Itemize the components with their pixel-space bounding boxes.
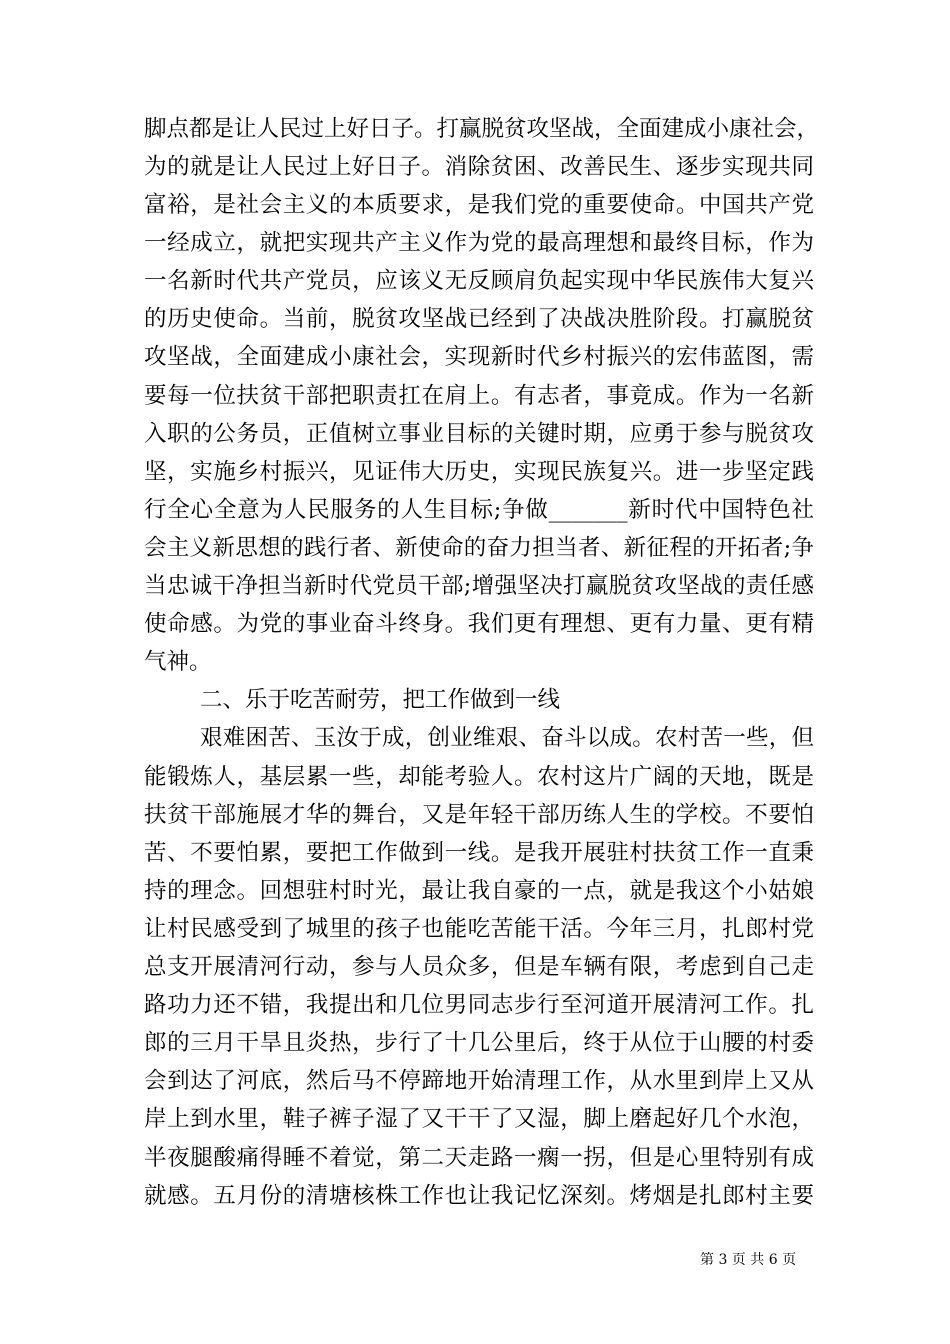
text-line: 岸上到水里，鞋子裤子湿了又干干了又湿，脚上磨起好几个水泡， <box>144 1106 814 1132</box>
text-line: 一名新时代共产党员，应该义无反顾肩负起实现中华民族伟大复兴 <box>144 268 814 294</box>
text-line: 为的就是让人民过上好日子。消除贫困、改善民生、逐步实现共同 <box>144 154 814 180</box>
text-line: 攻坚战，全面建成小康社会，实现新时代乡村振兴的宏伟蓝图，需 <box>144 344 814 370</box>
text-line: 要每一位扶贫干部把职责扛在肩上。有志者，事竟成。作为一名新 <box>144 383 814 409</box>
text-line: 就感。五月份的清塘核株工作也让我记忆深刻。烤烟是扎郎村主要 <box>144 1183 814 1209</box>
page-number-footer: 第 3 页 共 6 页 <box>700 1252 797 1268</box>
text-line: 会主义新思想的践行者、新使命的奋力担当者、新征程的开拓者;争 <box>144 535 814 561</box>
text-line: 使命感。为党的事业奋斗终身。我们更有理想、更有力量、更有精 <box>144 611 814 637</box>
text-line: 能锻炼人，基层累一些，却能考验人。农村这片广阔的天地，既是 <box>144 764 814 790</box>
text-line: 脚点都是让人民过上好日子。打赢脱贫攻坚战，全面建成小康社会， <box>144 116 820 142</box>
text-line: 富裕，是社会主义的本质要求，是我们党的重要使命。中国共产党 <box>144 192 814 218</box>
text-line: 行全心全意为人民服务的人生目标;争做_______新时代中国特色社 <box>144 497 814 523</box>
text-line: 郎的三月干旱且炎热，步行了十几公里后，终于从位于山腰的村委 <box>144 1030 814 1056</box>
text-line: 总支开展清河行动，参与人员众多，但是车辆有限，考虑到自己走 <box>144 954 814 980</box>
text-line: 当忠诚干净担当新时代党员干部;增强坚决打赢脱贫攻坚战的责任感 <box>144 573 814 599</box>
text-line: 路功力还不错，我提出和几位男同志步行至河道开展清河工作。扎 <box>144 992 814 1018</box>
text-line: 持的理念。回想驻村时光，最让我自豪的一点，就是我这个小姑娘 <box>144 878 814 904</box>
text-line: 苦、不要怕累，要把工作做到一线。是我开展驻村扶贫工作一直秉 <box>144 840 814 866</box>
text-line: 半夜腿酸痛得睡不着觉，第二天走路一瘸一拐，但是心里特别有成 <box>144 1145 814 1171</box>
section-heading: 二、乐于吃苦耐劳，把工作做到一线 <box>200 687 561 713</box>
text-line: 气神。 <box>144 649 212 675</box>
text-line: 坚，实施乡村振兴，见证伟大历史，实现民族复兴。进一步坚定践 <box>144 459 814 485</box>
text-line: 入职的公务员，正值树立事业目标的关键时期，应勇于参与脱贫攻 <box>144 421 814 447</box>
text-line: 艰难困苦、玉汝于成，创业维艰、奋斗以成。农村苦一些，但 <box>200 725 814 751</box>
text-line: 让村民感受到了城里的孩子也能吃苦能干活。今年三月，扎郎村党 <box>144 916 814 942</box>
text-line: 会到达了河底，然后马不停蹄地开始清理工作，从水里到岸上又从 <box>144 1068 814 1094</box>
text-line: 的历史使命。当前，脱贫攻坚战已经到了决战决胜阶段。打赢脱贫 <box>144 306 814 332</box>
text-line: 一经成立，就把实现共产主义作为党的最高理想和最终目标，作为 <box>144 230 814 256</box>
text-line: 扶贫干部施展才华的舞台，又是年轻干部历练人生的学校。不要怕 <box>144 802 814 828</box>
